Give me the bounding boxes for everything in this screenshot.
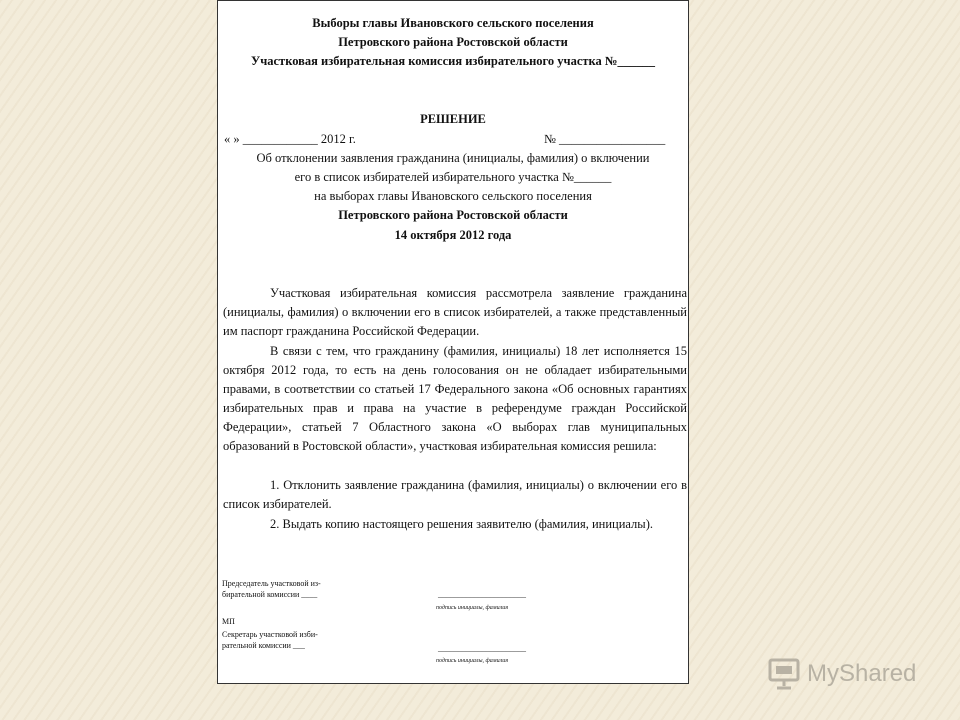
chair-label-2: бирательной комиссии ____ [222,590,318,599]
chair-label-1: Председатель участковой из- [222,579,321,588]
subject-line-2: его в список избирателей избирательного участка №______ [294,170,612,184]
decision-date: « » ____________ 2012 г. [224,132,356,146]
watermark-text: MyShared [807,660,917,687]
election-date: 14 октября 2012 года [394,228,512,242]
region-title: Петровского района Ростовской области [338,35,568,49]
secretary-signature-line: ______________________ [438,644,526,653]
subject-line-1: Об отклонении заявления гражданина (инициалы, фамилия) о включении [256,151,650,165]
secretary-label-1: Секретарь участковой изби- [222,630,318,639]
chair-signature-line: ______________________ [438,590,526,599]
secretary-label-2: рательной комиссии ___ [222,641,305,650]
paragraph-2: В связи с тем, что гражданину (фамилия, инициалы) 18 лет исполняется 15 октября 2012 года, то есть на день голосования он не обладает избирательными правами, в соответствии со статьей 17 Федерального закона «Об основных гарантиях избирательных прав и права на участие в референдуме граждан Российской Федерации», статьей 7 Областного закона «О выборах глав муниципальных образований в Ростовской области», участковая избирательная комиссия решила: [223,344,687,453]
paragraph-3: 1. Отклонить заявление гражданина (фамилия, инициалы) о включении его в список избирателей. [223,478,687,511]
document-sheet [217,0,689,684]
secretary-signature-caption: подпись инициалы, фамилия [436,658,508,664]
subject-line-4: Петровского района Ростовской области [338,208,568,222]
watermark-logo [767,656,916,692]
decision-number: № _________________ [544,132,666,146]
chair-signature-caption: подпись инициалы, фамилия [436,605,508,611]
decision-title: РЕШЕНИЕ [420,112,486,126]
commission-title: Участковая избирательная комиссия избирательного участка №______ [251,54,655,68]
presentation-icon [767,658,801,690]
paragraph-1: Участковая избирательная комиссия рассмотрела заявление гражданина (инициалы, фамилия) о включении его в список избирателей, а также представленный им паспорт гражданина Российской Федерации. [223,286,687,338]
election-title: Выборы главы Ивановского сельского поселения [312,16,594,30]
paragraph-4: 2. Выдать копию настоящего решения заявителю (фамилия, инициалы). [270,517,653,531]
subject-line-3: на выборах главы Ивановского сельского поселения [314,189,592,203]
seal-mark: МП [222,617,235,626]
